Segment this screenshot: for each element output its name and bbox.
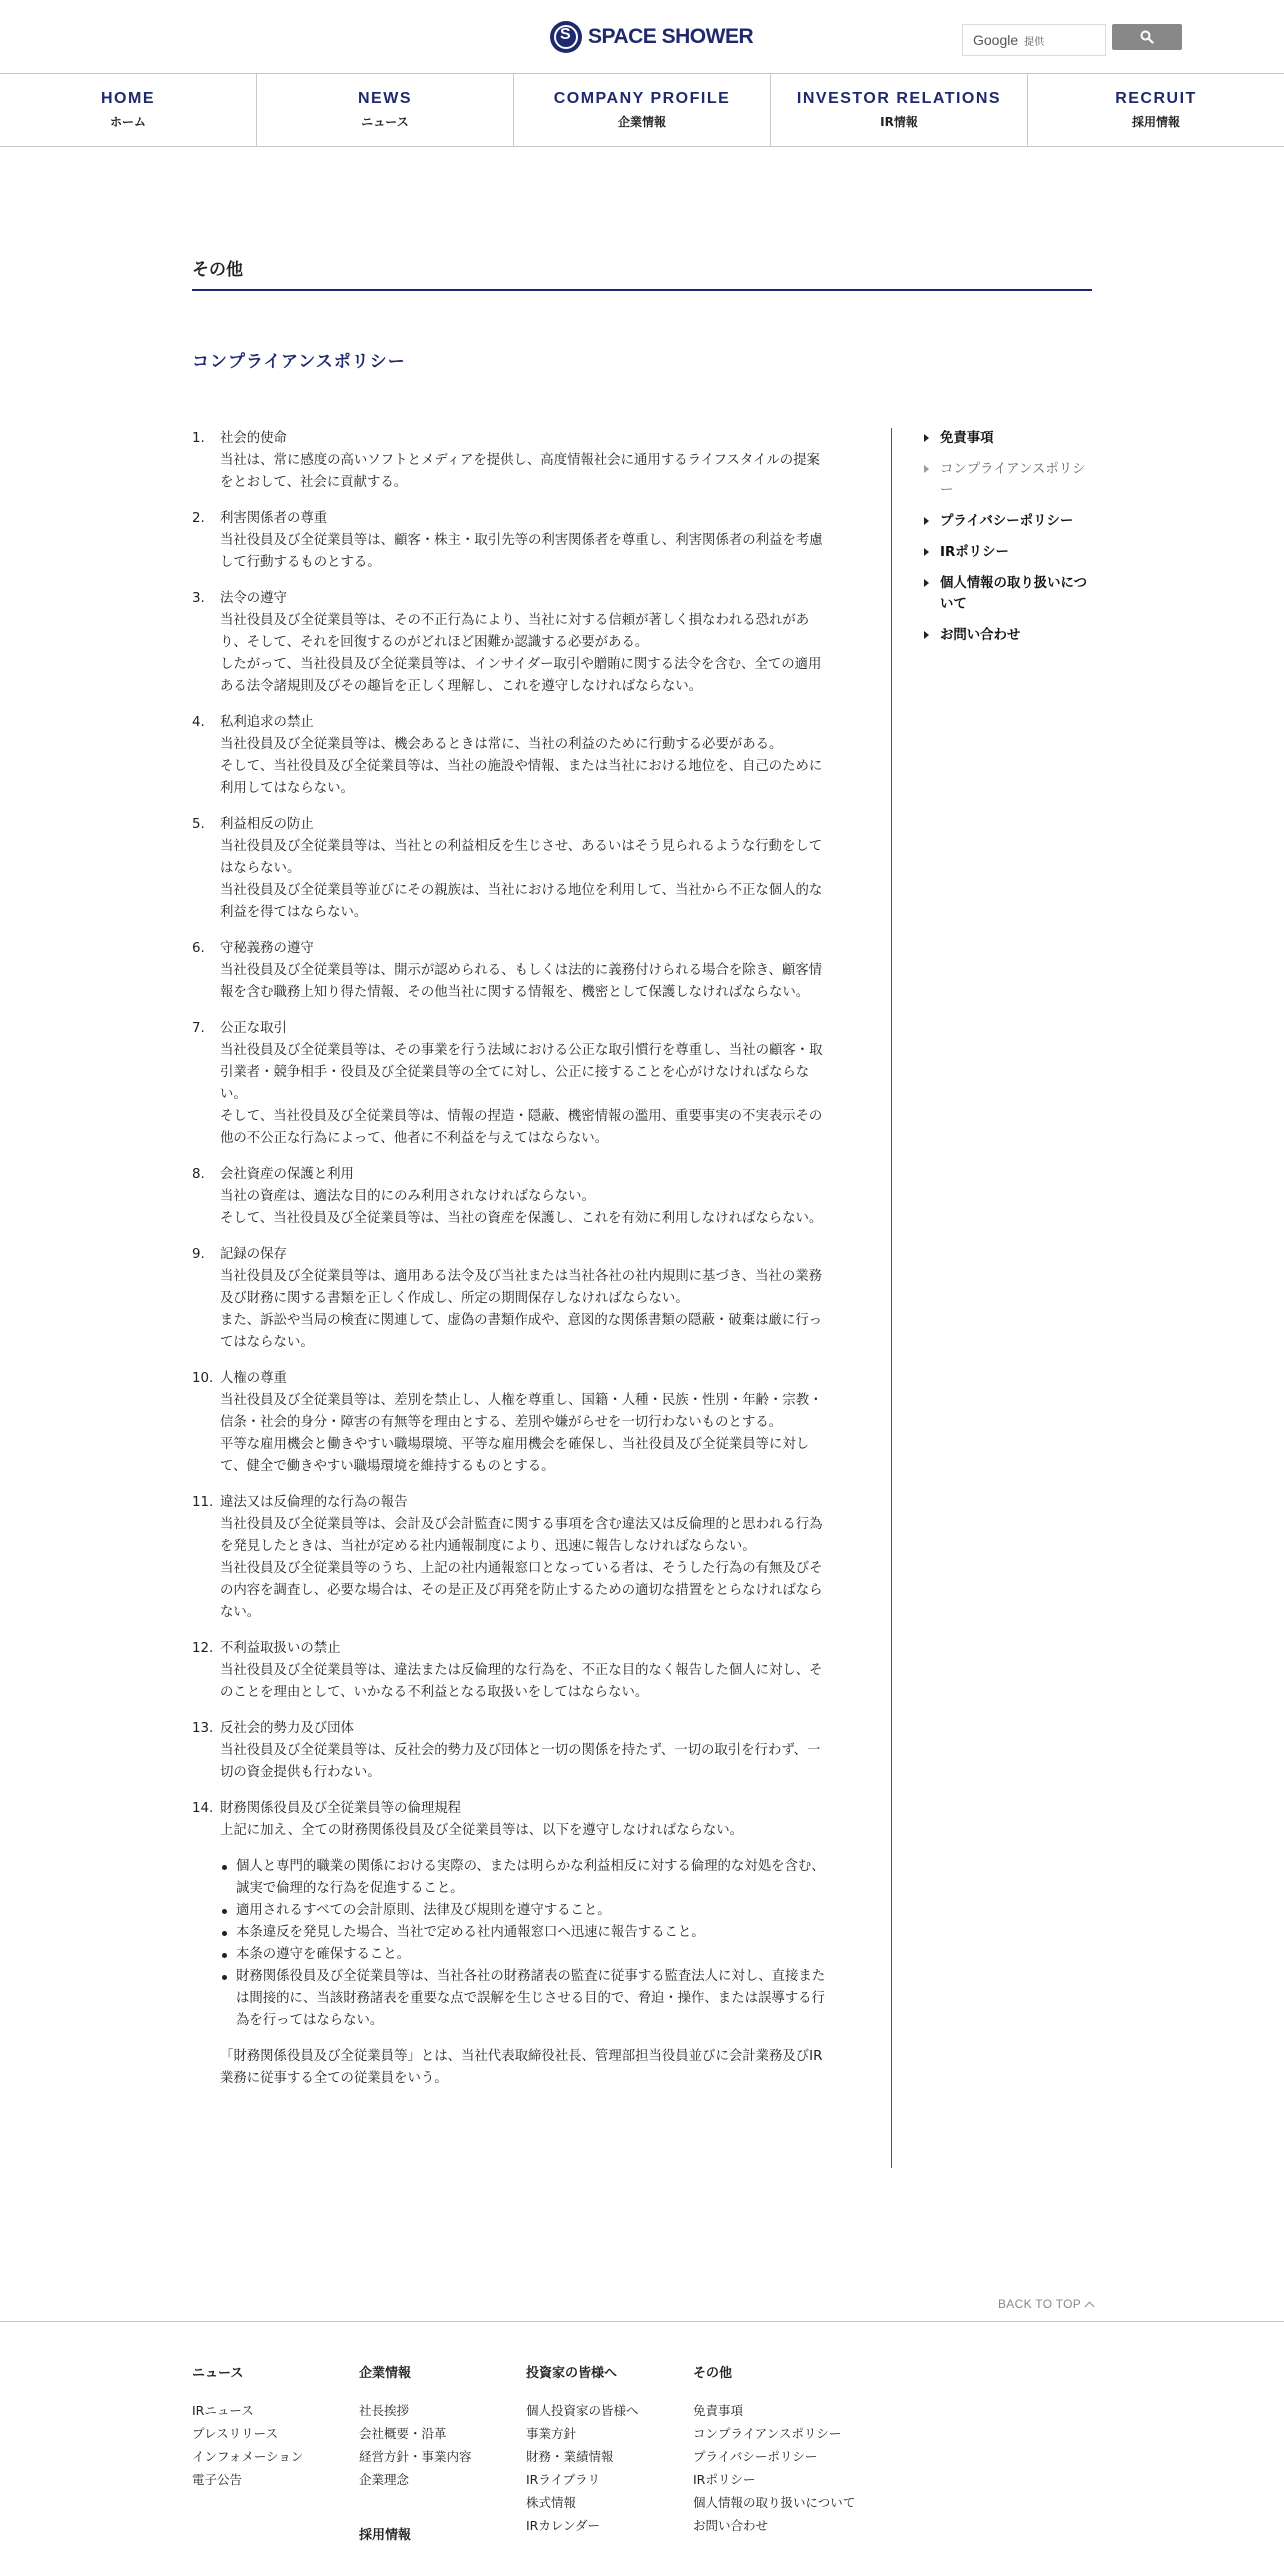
- footer-link[interactable]: 電子公告: [192, 2472, 243, 2487]
- policy-title: 私利追求の禁止: [220, 715, 314, 730]
- policy-title: 不利益取扱いの禁止: [220, 1641, 341, 1656]
- sidebar-item[interactable]: [922, 542, 1092, 563]
- policy-paragraph: 当社役員及び全従業員等は、反社会的勢力及び団体と一切の関係を持たず、一切の取引を行わず、一切の資金提供も行わない。: [220, 1743, 821, 1780]
- section-title: その他: [192, 260, 243, 280]
- policy-title: 会社資産の保護と利用: [220, 1167, 354, 1182]
- policy-bullet: 適用されるすべての会計原則、法律及び規則を遵守すること。: [220, 1900, 827, 1922]
- policy-number: 5.: [192, 817, 205, 832]
- search-icon: [1140, 30, 1154, 44]
- footer-link[interactable]: 免責事項: [693, 2403, 744, 2418]
- policy-paragraph: したがって、当社役員及び全従業員等は、インサイダー取引や贈賄に関する法令を含む、全ての適用ある法令諸規則及びその趣旨を正しく理解し、これを遵守しなければならない。: [220, 657, 822, 694]
- policy-number: 11.: [192, 1495, 214, 1510]
- policy-title: 記録の保存: [220, 1247, 287, 1262]
- policy-body: [220, 712, 827, 800]
- nav-investor-relations[interactable]: [771, 74, 1028, 146]
- policy-item: [192, 1164, 827, 1230]
- sidebar-nav: [922, 428, 1092, 656]
- caret-right-icon: [922, 625, 940, 646]
- policy-paragraph: 当社役員及び全従業員等は、その不正行為により、当社に対する信頼が著しく損なわれる恐れがあり、そして、それを回復するのがどれほど困難か認識する必要がある。: [220, 613, 810, 650]
- policy-bullet: 財務関係役員及び全従業員等は、当社各社の財務諸表の監査に従事する監査法人に対し、直接または間接的に、当該財務諸表を重要な点で誤解を生じさせる目的で、脅迫・操作、または誤導する行為を行ってはならない。: [220, 1966, 827, 2032]
- policy-title: 違法又は反倫理的な行為の報告: [220, 1495, 408, 1510]
- back-to-top-label: BACK TO TOP: [998, 2297, 1082, 2311]
- policy-content: [192, 428, 827, 2104]
- policy-item: [192, 814, 827, 924]
- policy-body: [220, 428, 827, 494]
- policy-number: 14.: [192, 1801, 214, 1816]
- policy-paragraph: 当社役員及び全従業員等は、適用ある法令及び当社または当社各社の社内規則に基づき、当社の業務及び財務に関する書類を正しく作成し、所定の期間保存しなければならない。: [220, 1269, 823, 1306]
- title-divider: [192, 289, 1092, 291]
- footer-link[interactable]: 社長挨拶: [359, 2403, 410, 2418]
- policy-body: [220, 1244, 827, 1354]
- footer-link[interactable]: IRライブラリ: [526, 2472, 601, 2487]
- nav-recruit[interactable]: [1028, 74, 1284, 146]
- nav-label-jp: 採用情報: [1131, 115, 1180, 129]
- policy-item: [192, 588, 827, 698]
- policy-item: [192, 1244, 827, 1354]
- site-logo[interactable]: [550, 19, 753, 55]
- footer-link-list: [192, 2399, 303, 2491]
- policy-paragraph: 平等な雇用機会と働きやすい職場環境、平等な雇用機会を確保し、当社役員及び全従業員等に対して、健全で働きやすい職場環境を維持するものとする。: [220, 1437, 810, 1474]
- sidebar-item-label: 免責事項: [940, 431, 994, 446]
- policy-body: [220, 508, 827, 574]
- policy-paragraph: 当社役員及び全従業員等は、開示が認められる、もしくは法的に義務付けられる場合を除き、顧客情報を含む職務上知り得た情報、その他当社に関する情報を、機密として保護しなければならない。: [220, 963, 823, 1000]
- nav-news[interactable]: [257, 74, 514, 146]
- policy-paragraph: 当社は、常に感度の高いソフトとメディアを提供し、高度情報社会に通用するライフスタイルの提案をとおして、社会に貢献する。: [220, 453, 820, 490]
- policy-number: 13.: [192, 1721, 214, 1736]
- footer-heading: 企業情報: [359, 2366, 412, 2381]
- nav-label-en: HOME: [101, 90, 155, 107]
- sidebar-item-label: お問い合わせ: [940, 628, 1021, 643]
- policy-body: [220, 1798, 827, 2090]
- sidebar-item-label: プライバシーポリシー: [940, 514, 1074, 529]
- sidebar-item[interactable]: [922, 459, 1092, 501]
- policy-number: 7.: [192, 1021, 205, 1036]
- caret-right-icon: [922, 459, 940, 501]
- footer-heading: その他: [693, 2366, 733, 2381]
- nav-label-jp: IR情報: [880, 115, 918, 129]
- policy-item: [192, 712, 827, 800]
- footer-link[interactable]: お問い合わせ: [693, 2518, 769, 2533]
- back-to-top-link[interactable]: [998, 2297, 1093, 2311]
- footer-link[interactable]: 会社概要・沿革: [359, 2426, 447, 2441]
- policy-body: [220, 938, 827, 1004]
- caret-right-icon: [922, 573, 940, 615]
- policy-item: [192, 1718, 827, 1784]
- sidebar-item[interactable]: [922, 573, 1092, 615]
- footer-link[interactable]: インフォメーション: [192, 2449, 304, 2464]
- policy-bullet: 本条の遵守を確保すること。: [220, 1944, 827, 1966]
- policy-title: 社会的使命: [220, 431, 287, 446]
- policy-body: [220, 1492, 827, 1624]
- nav-company-profile[interactable]: [514, 74, 771, 146]
- policy-body: [220, 1368, 827, 1478]
- policy-paragraph: 当社役員及び全従業員等は、機会あるときは常に、当社の利益のために行動する必要がある。: [220, 737, 783, 752]
- footer-link[interactable]: 企業理念: [359, 2472, 410, 2487]
- policy-number: 3.: [192, 591, 205, 606]
- policy-title: 財務関係役員及び全従業員等の倫理規程: [220, 1801, 462, 1816]
- policy-paragraph: 当社役員及び全従業員等は、差別を禁止し、人権を尊重し、国籍・人種・民族・性別・年齢・宗教・信条・社会的身分・障害の有無等を理由とする、差別や嫌がらせを一切行わないものとする。: [220, 1393, 823, 1430]
- nav-label-en: RECRUIT: [1115, 90, 1197, 107]
- policy-bullet: 個人と専門的職業の関係における実際の、または明らかな利益相反に対する倫理的な対処を含む、誠実で倫理的な行為を促進すること。: [220, 1856, 827, 1900]
- policy-body: [220, 1638, 827, 1704]
- sidebar-item[interactable]: [922, 511, 1092, 532]
- footer-divider: [0, 2321, 1284, 2322]
- policy-number: 10.: [192, 1371, 214, 1386]
- policy-paragraph: 当社役員及び全従業員等は、違法または反倫理的な行為を、不正な目的なく報告した個人に対し、そのことを理由として、いかなる不利益となる取扱いをしてはならない。: [220, 1663, 823, 1700]
- policy-title: 人権の尊重: [220, 1371, 287, 1386]
- footer-col-news: [192, 2362, 303, 2491]
- policy-title: 利害関係者の尊重: [220, 511, 328, 526]
- policy-list: [192, 428, 827, 1784]
- nav-label-en: NEWS: [358, 90, 412, 107]
- sidebar-item-label: IRポリシー: [940, 545, 1009, 560]
- policy-item: [192, 1638, 827, 1704]
- sidebar-item-label: コンプライアンスポリシー: [940, 462, 1086, 498]
- sidebar-item[interactable]: [922, 428, 1092, 449]
- search-input[interactable]: [962, 24, 1106, 56]
- caret-right-icon: [922, 542, 940, 563]
- policy-bullet: 本条違反を発見した場合、当社で定める社内通報窓口へ迅速に報告すること。: [220, 1922, 827, 1944]
- policy-definition: 「財務関係役員及び全従業員等」とは、当社代表取締役社長、管理部担当役員並びに会計業務及びIR業務に従事する全ての従業員をいう。: [220, 2049, 823, 2086]
- site-header: [0, 0, 1284, 74]
- sidebar-item-label: 個人情報の取り扱いについて: [940, 576, 1088, 612]
- policy-title: 法令の遵守: [220, 591, 287, 606]
- nav-label-jp: ホーム: [109, 115, 146, 129]
- policy-intro: 上記に加え、全ての財務関係役員及び全従業員等は、以下を遵守しなければならない。: [220, 1823, 744, 1838]
- footer-link-list: [359, 2399, 472, 2491]
- footer-col-company: [359, 2362, 472, 2547]
- footer-link-list: [526, 2399, 639, 2537]
- policy-body: [220, 1718, 827, 1784]
- policy-number: 2.: [192, 511, 205, 526]
- policy-paragraph: そして、当社役員及び全従業員等は、当社の施設や情報、または当社における地位を、自己のために利用してはならない。: [220, 759, 823, 796]
- policy-item: [192, 508, 827, 574]
- footer-link[interactable]: 経営方針・事業内容: [359, 2449, 472, 2464]
- policy-paragraph: そして、当社役員及び全従業員等は、当社の資産を保護し、これを有効に利用しなければならない。: [220, 1211, 823, 1226]
- footer-link[interactable]: IRカレンダー: [526, 2518, 601, 2533]
- footer-link[interactable]: 株式情報: [526, 2495, 577, 2510]
- nav-home[interactable]: [0, 74, 257, 146]
- policy-title: 守秘義務の遵守: [220, 941, 314, 956]
- policy-item: [192, 428, 827, 494]
- logo-text: SPACE SHOWER: [588, 25, 754, 48]
- footer-link[interactable]: 個人投資家の皆様へ: [526, 2403, 639, 2418]
- policy-item: [192, 1368, 827, 1478]
- chevron-up-icon: [1085, 2301, 1095, 2311]
- policy-paragraph: 当社役員及び全従業員等は、会計及び会計監査に関する事項を含む違法又は反倫理的と思われる行為を発見したときは、当社が定める社内通報制度により、迅速に報告しなければならない。: [220, 1517, 823, 1554]
- policy-paragraph: 当社役員及び全従業員等は、当社との利益相反を生じさせ、あるいはそう見られるような行動をしてはならない。: [220, 839, 823, 876]
- footer-link[interactable]: プライバシーポリシー: [693, 2449, 818, 2464]
- policy-number: 4.: [192, 715, 205, 730]
- footer-link[interactable]: IRニュース: [192, 2403, 254, 2418]
- policy-number: 6.: [192, 941, 205, 956]
- nav-label-jp: ニュース: [361, 115, 409, 129]
- site-search: [962, 24, 1182, 56]
- policy-paragraph: また、訴訟や当局の検査に関連して、虚偽の書類作成や、意図的な関係書類の隠蔽・破棄は厳に行ってはならない。: [220, 1313, 823, 1350]
- search-brand: Google: [973, 32, 1019, 48]
- policy-item: [192, 1798, 827, 2090]
- policy-paragraph: 当社の資産は、適法な目的にのみ利用されなければならない。: [220, 1189, 595, 1204]
- policy-body: [220, 1164, 827, 1230]
- policy-paragraph: 当社役員及び全従業員等は、その事業を行う法域における公正な取引慣行を尊重し、当社の顧客・取引業者・競争相手・役員及び全従業員等の全てに対し、公正に接することを心がけなければならない。: [220, 1043, 823, 1102]
- policy-paragraph: 当社役員及び全従業員等は、顧客・株主・取引先等の利害関係者を尊重し、利害関係者の利益を考慮して行動するものとする。: [220, 533, 823, 570]
- footer-link[interactable]: 財務・業績情報: [526, 2449, 614, 2464]
- policy-number: 8.: [192, 1167, 205, 1182]
- nav-label-en: INVESTOR RELATIONS: [796, 90, 1002, 107]
- footer-link[interactable]: 事業方針: [526, 2426, 577, 2441]
- footer-link[interactable]: コンプライアンスポリシー: [693, 2426, 842, 2441]
- policy-number: 1.: [192, 431, 205, 446]
- policy-item: [192, 1492, 827, 1624]
- footer-link[interactable]: IRポリシー: [693, 2472, 756, 2487]
- footer-link-list: [693, 2399, 855, 2537]
- policy-body: [220, 1018, 827, 1150]
- sidebar-divider: [891, 428, 892, 2168]
- sidebar-item[interactable]: [922, 625, 1092, 646]
- nav-label-en: COMPANY PROFILE: [553, 90, 731, 107]
- policy-body: [220, 588, 827, 698]
- policy-title: 利益相反の防止: [220, 817, 314, 832]
- policy-title: 反社会的勢力及び団体: [220, 1721, 354, 1736]
- footer-col-other: [693, 2362, 855, 2537]
- footer-heading[interactable]: 採用情報: [359, 2528, 412, 2543]
- global-nav: [0, 74, 1284, 147]
- policy-bullet-list: [220, 1856, 827, 2032]
- policy-paragraph: 当社役員及び全従業員等のうち、上記の社内通報窓口となっている者は、そうした行為の有無及びその内容を調査し、必要な場合は、その是正及び再発を防止するための適切な措置をとらなければならない。: [220, 1561, 823, 1620]
- caret-right-icon: [922, 511, 940, 532]
- logo-mark-icon: [550, 21, 582, 53]
- nav-label-jp: 企業情報: [617, 115, 666, 129]
- caret-right-icon: [922, 428, 940, 449]
- policy-number: 9.: [192, 1247, 205, 1262]
- policy-body: [220, 814, 827, 924]
- footer-col-investors: [526, 2362, 639, 2537]
- policy-item: [192, 938, 827, 1004]
- footer-heading: ニュース: [192, 2366, 244, 2381]
- search-button[interactable]: [1112, 24, 1182, 50]
- search-provider: 提供: [1024, 36, 1045, 48]
- footer-link[interactable]: 個人情報の取り扱いについて: [693, 2495, 856, 2510]
- page-title: コンプライアンスポリシー: [192, 352, 406, 372]
- policy-item: [192, 1018, 827, 1150]
- footer-heading: 投資家の皆様へ: [526, 2366, 618, 2381]
- footer-link[interactable]: プレスリリース: [192, 2426, 279, 2441]
- policy-title: 公正な取引: [220, 1021, 287, 1036]
- policy-paragraph: 当社役員及び全従業員等並びにその親族は、当社における地位を利用して、当社から不正な個人的な利益を得てはならない。: [220, 883, 823, 920]
- policy-number: 12.: [192, 1641, 214, 1656]
- policy-paragraph: そして、当社役員及び全従業員等は、情報の捏造・隠蔽、機密情報の濫用、重要事実の不実表示その他の不公正な行為によって、他者に不利益を与えてはならない。: [220, 1109, 823, 1146]
